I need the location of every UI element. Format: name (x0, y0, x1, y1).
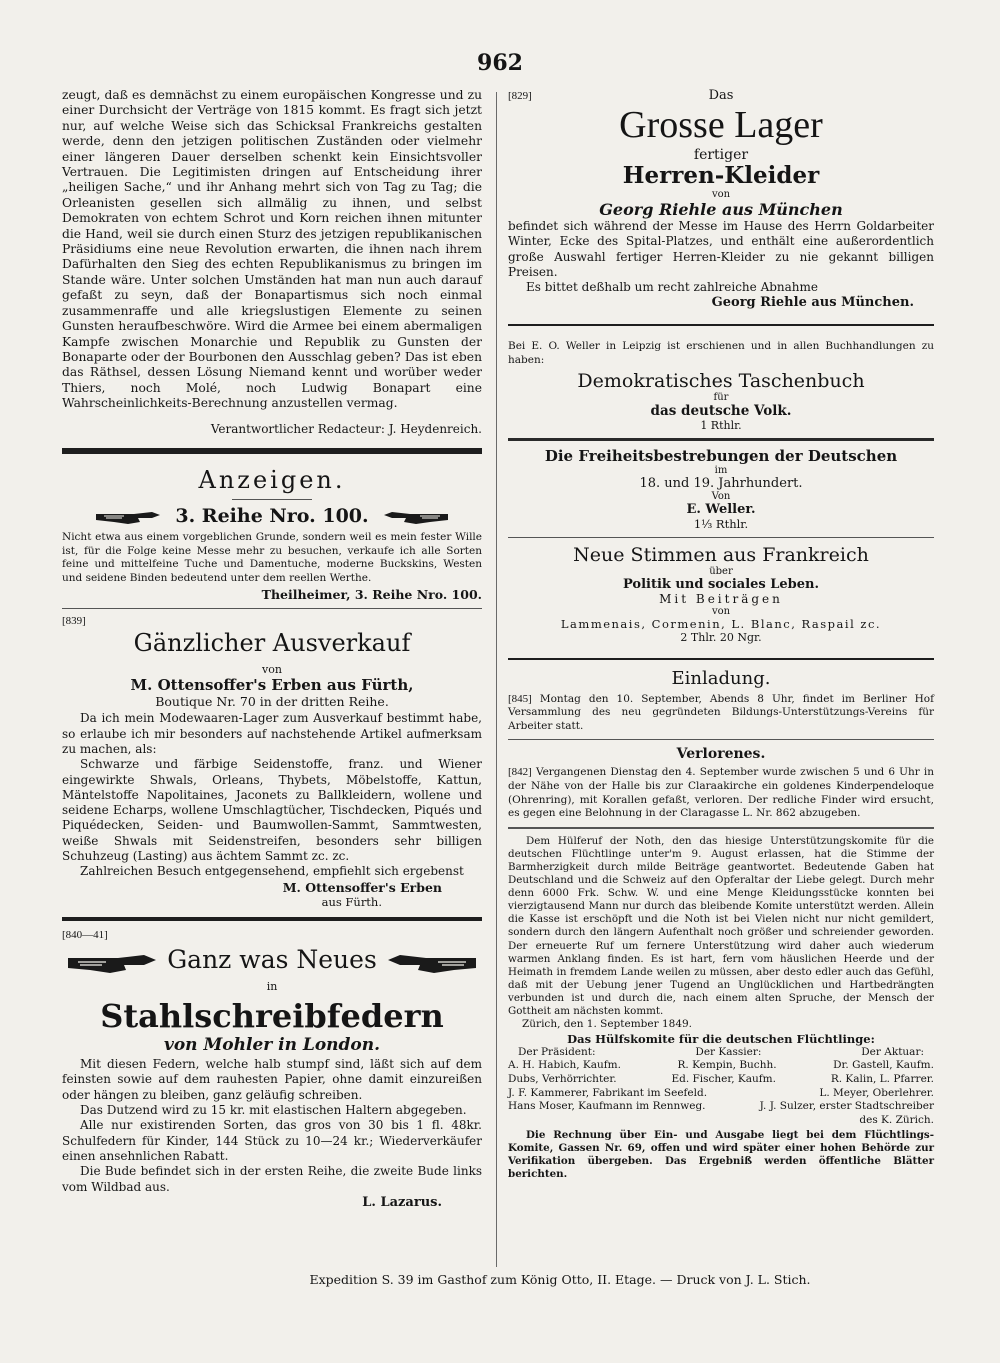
maker-line: von Mohler in London. (163, 1035, 381, 1056)
committee-headers (508, 1046, 934, 1060)
committee-row (508, 1059, 934, 1073)
member-name: Ed. Fischer, Kaufm. (671, 1072, 776, 1085)
divider (62, 608, 482, 609)
rechnung-text: Die Rechnung über Ein- und Ausgabe liegt bei dem Flüchtlings-Komite, Gassen Nr. 69, offen und wird später einer hohen Behörde zur Verifikation übergeben. Das Ergebniß werden öffentliche Blätter berichten. (508, 1129, 934, 1181)
article-text: zeugt, daß es demnächst zu einem europäischen Kongresse und zu einer Durchsicht der Verträge von 1815 kommt. Es fragt sich jetzt nur, auf welche Weise sich das Schicksal Frankreichs gestalten werde, denn den jetzigen politischen Zuständen oder vielmehr einer längeren Dauer derselben schenkt kein Einsichtsvoller Vertrauen. Die Legitimisten dringen auf Entscheidung ihrer „heiligen Sache,“ und ihr Anhang mehrt sich von Tag zu Tag; die Orleanisten gesellen sich allmälig zu ihnen, und selbst Demokraten von echtem Schrot und Korn reichen ihnen mitunter die Hand, weil sie durch einen Sturz des jetzigen republikanischen Präsidiums eine neue Revolution erwarten, die ihnen nach ihrem Dafürhalten den Sieg des echten Republikanismus zu bringen im Stande wäre. Unter solchen Umständen hat man nun auch darauf gefaßt zu seyn, daß der Bonapartismus sich noch einmal zusammenraffe und alle kriegslustigen Elemente zu seinen Gunsten heraufbeschwöre. Wird die Armee bei einem abermaligen Kampfe zwischen Monarchie und Republik zu Gunsten der Bonaparte oder der Bourbonen den Ausschlag geben? Das ist eben das Räthsel, dessen Lösung Niemand kennt und worüber weder Thiers, noch Molé, noch Ludwig Bonapart eine Wahrscheinlichkeits-Berechnung anzustellen vermag. (62, 88, 482, 411)
left-column (62, 88, 482, 1210)
ueber-label: über (709, 565, 733, 577)
book-authors: Lammenais, Cormenin, L. Blanc, Raspail zc. (560, 616, 882, 631)
anzeigen-heading: Anzeigen. (198, 465, 346, 494)
reihe-signature: Theilheimer, 3. Reihe Nro. 100. (261, 587, 482, 603)
president-label: Der Präsident: (518, 1045, 596, 1058)
ad-body: Das Dutzend wird zu 15 kr. mit elastischen Haltern abgegeben. (80, 1103, 467, 1118)
ad-title-ausverkauf: Gänzlicher Ausverkauf (133, 629, 411, 658)
pointing-hand-left-icon (386, 948, 478, 978)
pointing-hand-right-icon (94, 506, 164, 528)
appeal-text: Dem Hülferuf der Noth, den das hiesige Unterstützungskomite für die deutschen Flüchtlinge unter'm 9. August erlassen, hat die Stimme der Barmherzigkeit durch milde Beiträge geantwortet. Bedeutende Gaben hat Deutschland und die Schweiz auf den Opferaltar der Liebe gelegt. Durch mehr denn 6000 Frk. Schw. W. und eine Menge Kleidungsstücke konnten bei vierzigtausend Mann nur durch das bleibende Komite unterstützt werden. Allein die Kasse ist erschöpft und die Noth ist bei Vielen nicht nur nicht gemildert, sondern durch den längern Aufenthalt noch größer und schreiender geworden. Der erneuerte Ruf um fernere Unterstützung wird daher auch wiederum warmen Anklang finden. Es ist hart, fern vom häuslichen Heerde und der Heimath in fremdem Lande weilen zu müssen, aber desto edler auch das Gefühl, daß mit der Uebung jener Tugend an Unglücklichen und Hartbedrängten verbunden ist und durch die, nach einem alten Spruche, der Mensch der Gottheit am nächsten kommt. (508, 834, 934, 1018)
section-rule (62, 448, 482, 454)
ad-signature: L. Lazarus. (362, 1194, 442, 1210)
reihe-text: Nicht etwa aus einem vorgeblichen Grunde, sondern weil es mein fester Wille ist, für die Folge keine Messe mehr zu besuchen, verkaufe ich alle Sorten feine und mittelfeine Tuche und Damentuche, moderne Buckskins, Westen und seidene Binden bedeutend unter dem reellen Werthe. (62, 531, 482, 584)
in-label: in (266, 980, 278, 994)
divider (508, 827, 934, 829)
ad-number: [840—41] (62, 928, 108, 941)
section-rule (508, 324, 934, 326)
section-rule (62, 917, 482, 921)
einladung-title: Einladung. (671, 667, 771, 689)
ad-number: [839] (62, 615, 86, 628)
member-name: Hans Moser, Kaufmann im Rennweg. (508, 1100, 706, 1113)
im-label: im (714, 464, 728, 476)
product-title: Stahlschreibfedern (100, 997, 444, 1036)
mit-label: Mit Beiträgen (659, 591, 783, 606)
member-name: Dubs, Verhörrichter. (508, 1072, 617, 1085)
ad-body: Schwarze und färbige Seidenstoffe, franz. und Wiener eingewirkte Shwals, Orleans, Thybets, Möbelstoffe, Kattun, Mäntelstoffe Napolitaines, Jaconets zu Ballkleidern, wollene und seidene Echarps, wollene Umschlagtücher, Tischdecken, Piqués und Piquédecken, Seiden- und Baumwollen-Sammt, Sammtwesten, weiße Shwals mit Seidenstreifen, besonders sehr billigen Schuhzeug (Lasting) aus ächtem Sammt zc. zc. (62, 757, 482, 864)
committee-row (508, 1087, 934, 1101)
book-century: 18. und 19. Jahrhundert. (639, 475, 803, 491)
ad-number: [845] (508, 692, 532, 705)
book-title: Demokratisches Taschenbuch (577, 369, 865, 392)
ad-body: Mit diesen Federn, welche halb stumpf sind, läßt sich auf dem feinsten sowie auf dem rauhesten Papier, ohne damit einzureißen oder hängen zu bleiben, ganz geläufig schreiben. (62, 1057, 482, 1102)
ad-body: Es bittet deßhalb um recht zahlreiche Abnahme (526, 280, 819, 295)
divider (508, 739, 934, 740)
appeal-date: Zürich, den 1. September 1849. (522, 1018, 693, 1031)
ad-signature: Georg Riehle aus München. (711, 295, 914, 311)
member-name: R. Kempin, Buchh. (677, 1059, 777, 1072)
book-title: Neue Stimmen aus Frankreich (573, 543, 869, 566)
ad-body: Montag den 10. September, Abends 8 Uhr, findet im Berliner Hof Versammlung des neu gegründeten Bildungs-Unterstützungs-Vereins für Arbeiter statt. (508, 692, 934, 732)
herren-kleider-title: Herren-Kleider (622, 162, 820, 189)
verlorenes-title: Verlorenes. (676, 746, 766, 763)
von-label: Von (711, 490, 731, 502)
von-label: von (711, 189, 731, 200)
ad-body: befindet sich während der Messe im Hause des Herrn Goldarbeiter Winter, Ecke des Spital-Platzes, und enthält eine außerordentlich große Auswahl fertiger Herren-Kleider zu nie gekannt billigen Preisen. (508, 219, 934, 279)
reihe-header: 3. Reihe Nro. 100. (175, 504, 369, 527)
member-name: J. F. Kammerer, Fabrikant im Seefeld. (508, 1086, 708, 1099)
location: Boutique Nr. 70 in der dritten Reihe. (155, 694, 389, 710)
grosse-lager-title: Grosse Lager (619, 104, 823, 146)
pointing-hand-right-icon (66, 948, 158, 978)
member-name: A. H. Habich, Kaufm. (508, 1059, 621, 1072)
ad-body: Zahlreichen Besuch entgegensehend, empfiehlt sich ergebenst (80, 864, 464, 879)
von-label: von (262, 663, 282, 677)
member-name: Dr. Gastell, Kaufm. (833, 1059, 934, 1072)
ad-body: Die Bude befindet sich in der ersten Reihe, die zweite Bude links vom Wildbad aus. (62, 1164, 482, 1194)
committee-row (508, 1073, 934, 1087)
footer-imprint: Expedition S. 39 im Gasthof zum König Otto, II. Etage. — Druck von J. L. Stich. (309, 1272, 811, 1287)
ad-body: Alle nur existirenden Sorten, das gros von 30 bis 1 fl. 48kr. Schulfedern für Kinder, 144 Stück zu 10—24 kr.; Wiederverkäufer einen ansehnlichen Rabatt. (62, 1118, 482, 1163)
book-price: 1⅓ Rthlr. (693, 516, 749, 531)
das-label: Das (708, 88, 734, 103)
ad-number: [829] (508, 90, 532, 102)
member-name: J. J. Sulzer, erster Stadtschreiber des K. Zürich. (759, 1100, 934, 1126)
committee-row (508, 1100, 934, 1127)
pointing-hand-left-icon (380, 506, 450, 528)
column-divider (496, 92, 497, 1267)
book-price: 1 Rthlr. (700, 418, 742, 432)
ad-title-neues: Ganz was Neues (167, 944, 377, 974)
book-subtitle: Politik und sociales Leben. (622, 576, 820, 592)
divider (232, 499, 312, 500)
committee-name: Das Hülfskomite für die deutschen Flüchtlinge: (567, 1031, 875, 1046)
book-price: 2 Thlr. 20 Ngr. (680, 630, 762, 644)
right-column (508, 88, 934, 1181)
ad-body: Da ich mein Modewaaren-Lager zum Ausverkauf bestimmt habe, so erlaube ich mir besonders auf nachstehende Artikel aufmerksam zu machen, als: (62, 711, 482, 756)
book-subtitle: das deutsche Volk. (650, 402, 792, 419)
member-name: R. Kalin, L. Pfarrer. (830, 1072, 934, 1085)
ad-signature-place: aus Fürth. (321, 894, 382, 909)
fuer-label: für (713, 391, 729, 403)
treasurer-label: Der Kassier: (695, 1045, 762, 1058)
person-name: Georg Riehle aus München (599, 200, 843, 219)
fertiger-label: fertiger (693, 147, 749, 163)
book-author: E. Weller. (686, 501, 756, 517)
secretary-label: Der Aktuar: (861, 1045, 924, 1058)
ad-signature: M. Ottensoffer's Erben (282, 879, 442, 895)
member-name: L. Meyer, Oberlehrer. (819, 1086, 934, 1099)
firm-name: M. Ottensoffer's Erben aus Fürth, (130, 676, 414, 695)
divider (508, 438, 934, 441)
divider (508, 537, 934, 538)
book-title: Die Freiheitsbestrebungen der Deutschen (544, 446, 898, 465)
ad-body: Vergangenen Dienstag den 4. September wurde zwischen 5 und 6 Uhr in der Nähe von der Halle bis zur Claraakirche ein goldenes Kinderpendeloque (Ohrenring), mit Korallen gefaßt, verloren. Der redliche Finder wird ersucht, es gegen eine Belohnung in der Claragasse L. Nr. 862 abzugeben. (508, 766, 934, 820)
von-label: von (711, 605, 731, 617)
section-rule (508, 658, 934, 660)
page-number: 962 (477, 50, 523, 76)
book-intro: Bei E. O. Weller in Leipzig ist erschienen und in allen Buchhandlungen zu haben: (508, 340, 934, 367)
editor-line: Verantwortlicher Redacteur: J. Heydenreich. (210, 421, 482, 436)
ad-number: [842] (508, 766, 532, 779)
